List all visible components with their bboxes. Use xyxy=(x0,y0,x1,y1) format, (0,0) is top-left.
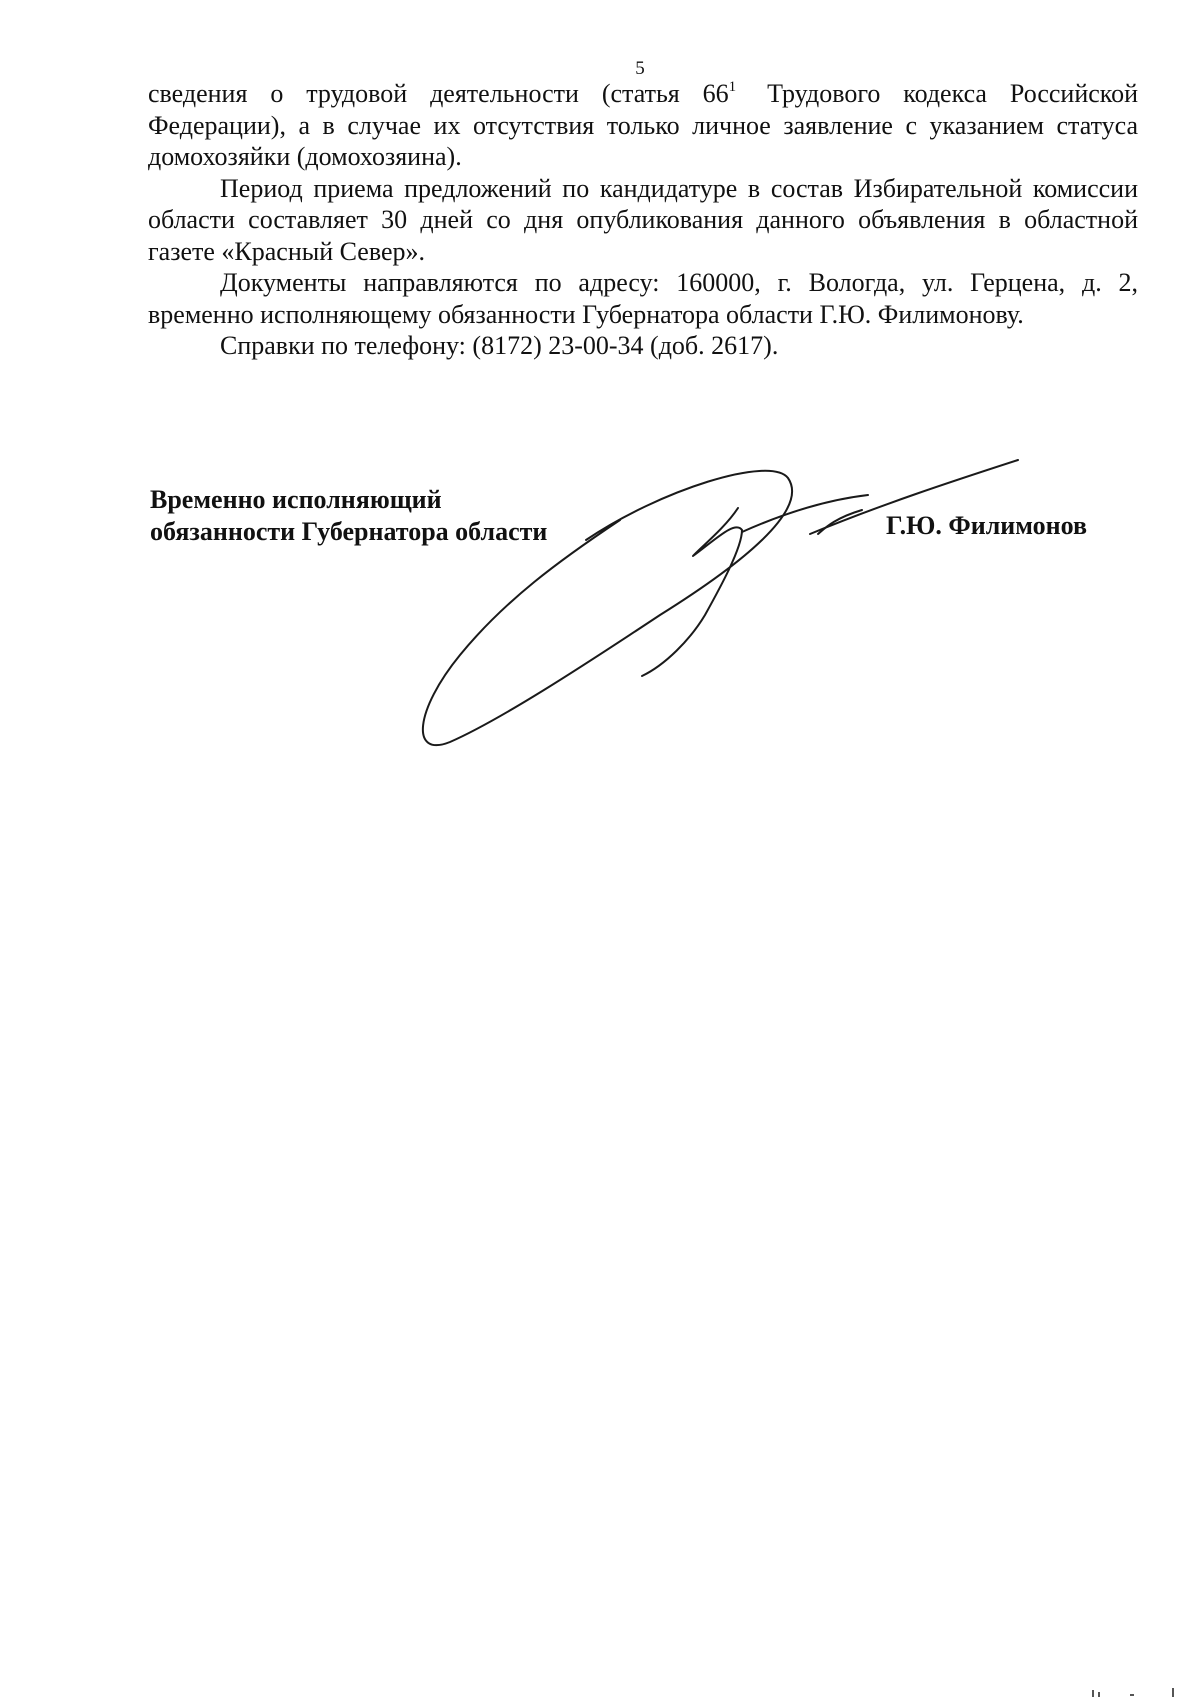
scan-artifact xyxy=(1092,1690,1094,1697)
paragraph-work-record xyxy=(148,78,1138,173)
signatory-title-line-1: Временно исполняющий xyxy=(150,485,442,514)
paragraph-phone: Справки по телефону: (8172) 23-00-34 (доб. 2617). xyxy=(220,331,779,360)
signatory-title-line-2: обязанности Губернатора области xyxy=(150,516,548,546)
paragraph-work-record-text-start: сведения о трудовой деятельности (статья 66 xyxy=(148,79,729,108)
scan-artifact xyxy=(1130,1694,1134,1696)
signatory-name: Г.Ю. Филимонов xyxy=(886,511,1088,540)
document-body xyxy=(148,78,1138,362)
scan-artifact xyxy=(1172,1688,1174,1697)
paragraph-work-record-text-end: Трудового кодекса Российской Федерации), а в случае их отсутствия только личное заявление с указанием статуса домохозяйки (домохозяина). xyxy=(148,79,1139,171)
scan-artifact xyxy=(1098,1692,1100,1697)
paragraph-address: Документы направляются по адресу: 160000, г. Вологда, ул. Герцена, д. 2, временно исполняющему обязанности Губернатора области Г.Ю. Филимонову. xyxy=(148,268,1138,329)
page-number: 5 xyxy=(635,58,645,79)
signatory-title xyxy=(150,484,547,547)
article-superscript: 1 xyxy=(728,79,737,95)
paragraph-submission-period: Период приема предложений по кандидатуре в состав Избирательной комиссии области составляет 30 дней со дня опубликования данного объявления в областной газете «Красный Север». xyxy=(148,173,1138,266)
